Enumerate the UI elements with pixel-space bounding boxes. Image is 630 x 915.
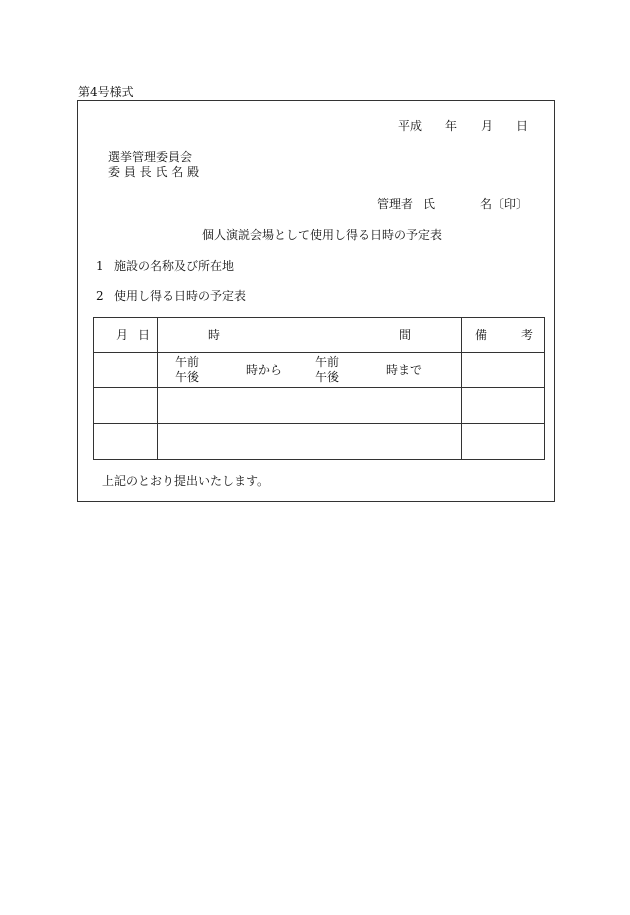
schedule-table [93,317,545,460]
header-month: 月 [116,328,129,342]
remarks-cell[interactable] [462,388,545,424]
table-row [94,353,545,388]
manager-name-right: 名 [480,197,493,211]
am-label-start: 午前 [175,355,200,369]
header-remarks-left: 備 [475,328,488,342]
item-2-number: 2 [96,289,104,303]
manager-name-left: 氏 [423,197,436,211]
table-row [94,424,545,460]
am-label-end: 午前 [315,355,340,369]
date-era: 平成 [398,119,423,133]
date-day: 日 [516,119,529,133]
am-pm-end [315,355,339,385]
header-time-cell [158,318,462,353]
pm-label-start: 午後 [175,370,200,384]
table-row [94,388,545,424]
date-month: 月 [481,119,494,133]
table-header-row [94,318,545,353]
time-range-cell[interactable] [158,388,462,424]
item-1-number: 1 [96,259,104,273]
time-from-label: 時から [246,363,283,377]
form-number: 第4号様式 [78,85,134,99]
item-1-text: 施設の名称及び所在地 [114,259,235,273]
header-date-cell [94,318,158,353]
item-2-text: 使用し得る日時の予定表 [114,289,247,303]
header-day: 日 [138,328,151,342]
addressee-chair: 委 員 長 氏 名 殿 [108,165,200,179]
remarks-cell[interactable] [462,424,545,460]
remarks-cell[interactable] [462,353,545,388]
header-remarks-cell [462,318,545,353]
time-range-cell[interactable] [158,424,462,460]
date-cell[interactable] [94,388,158,424]
am-pm-start [175,355,199,385]
closing-statement: 上記のとおり提出いたします。 [102,474,270,488]
date-cell[interactable] [94,424,158,460]
document-title: 個人演説会場として使用し得る日時の予定表 [202,228,443,242]
date-year: 年 [445,119,458,133]
manager-label: 管理者 [377,197,414,211]
time-until-label: 時まで [386,363,423,377]
time-range-cell[interactable] [158,353,462,388]
header-time-right: 間 [399,328,412,342]
header-remarks-right: 考 [521,328,534,342]
date-cell[interactable] [94,353,158,388]
form-box [77,100,555,502]
pm-label-end: 午後 [315,370,340,384]
addressee-committee: 選挙管理委員会 [108,150,193,164]
seal-mark: 〔印〕 [492,197,529,211]
header-time-left: 時 [208,328,221,342]
